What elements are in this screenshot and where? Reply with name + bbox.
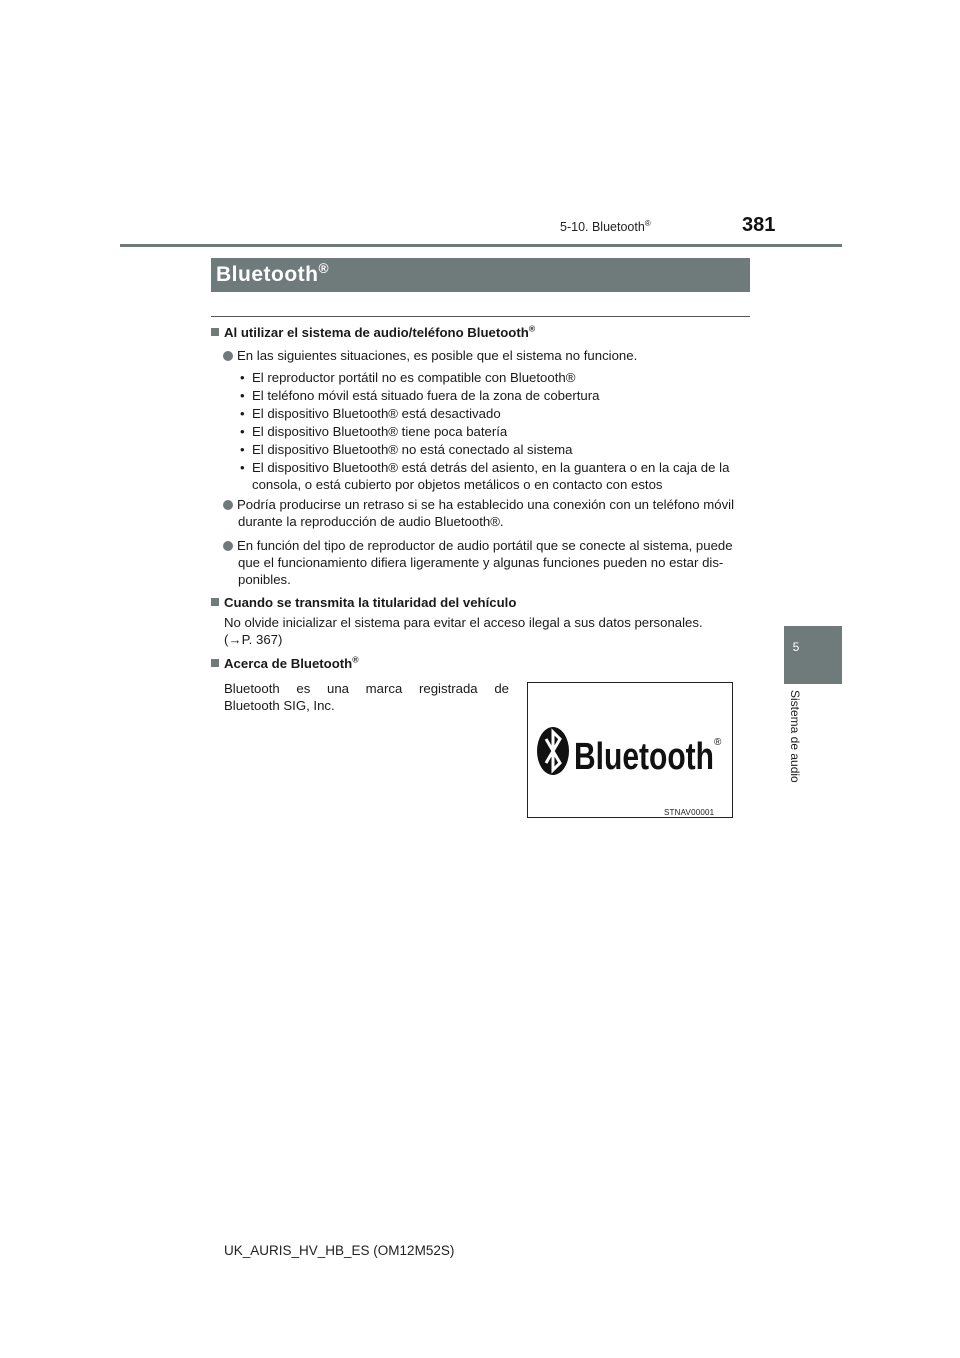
list-item: • El dispositivo Bluetooth® está desactivado	[240, 406, 501, 421]
list-item-text: El reproductor portátil no es compatible con Bluetooth®	[251, 370, 576, 385]
section-heading-3-text: Acerca de Bluetooth	[224, 656, 353, 671]
reg-mark: ®	[644, 218, 651, 228]
bullet-text: En las siguientes situaciones, es posible que el sistema no funcione.	[237, 348, 638, 363]
round-bullet-icon	[223, 500, 233, 510]
bluetooth-logo	[528, 683, 732, 817]
figure-caption: STNAV00001	[664, 808, 715, 817]
list-item-text: El dispositivo Bluetooth® tiene poca batería	[251, 424, 508, 439]
section-header	[560, 220, 651, 234]
page-number: 381	[742, 214, 776, 236]
list-item-text: El teléfono móvil está situado fuera de la zona de cobertura	[251, 388, 600, 403]
list-item: • El dispositivo Bluetooth® tiene poca batería	[240, 424, 508, 439]
list-item: • El dispositivo Bluetooth® está detrás del asiento, en la guantera o en la caja de la	[240, 460, 730, 475]
list-item-continuation: consola, o está cubierto por objetos metálicos o en contacto con estos	[252, 477, 663, 492]
list-item: • El teléfono móvil está situado fuera de la zona de cobertura	[240, 388, 600, 403]
list-item-text: El dispositivo Bluetooth® está desactivado	[251, 406, 501, 421]
bullet-item	[223, 537, 733, 554]
section-3-text: Bluetooth es una marca registrada de	[224, 681, 509, 696]
section-3-text: Bluetooth SIG, Inc.	[224, 698, 335, 713]
reg-mark: ®	[528, 323, 536, 334]
square-bullet-icon	[211, 659, 219, 667]
square-bullet-icon	[211, 598, 219, 606]
bullet-text: Podría producirse un retraso si se ha establecido una conexión con un teléfono móvil	[237, 497, 735, 512]
chapter-tab	[784, 626, 842, 684]
bullet-continuation: que el funcionamiento difiera ligeramente y algunas funciones pueden no estar dis-	[238, 555, 724, 570]
section-header-text: 5-10. Bluetooth	[560, 220, 645, 234]
bluetooth-wordmark: Bluetooth	[574, 736, 714, 778]
bullet-continuation: durante la reproducción de audio Bluetooth®.	[238, 514, 504, 529]
bullet-item	[223, 347, 637, 364]
section-divider	[211, 316, 750, 317]
page-title	[216, 260, 329, 290]
section-2-text: No olvide inicializar el sistema para evitar el acceso ilegal a sus datos personales.	[224, 615, 703, 630]
title-reg-mark: ®	[318, 261, 330, 276]
chapter-label: Sistema de audio	[788, 690, 802, 783]
list-item: • El dispositivo Bluetooth® no está conectado al sistema	[240, 442, 573, 457]
section-heading-1	[211, 324, 535, 341]
list-item-text: El dispositivo Bluetooth® no está conectado al sistema	[251, 442, 573, 457]
bullet-text: En función del tipo de reproductor de audio portátil que se conecte al sistema, puede	[237, 538, 733, 553]
logo-reg-mark: ®	[714, 737, 722, 748]
header-rule	[120, 244, 842, 247]
section-heading-3	[211, 655, 359, 672]
section-heading-1-text: Al utilizar el sistema de audio/teléfono Bluetooth	[224, 325, 529, 340]
bullet-continuation: ponibles.	[238, 572, 291, 587]
list-item-text: El dispositivo Bluetooth® está detrás del asiento, en la guantera o en la caja de la	[251, 460, 730, 475]
bluetooth-logo-figure	[527, 682, 733, 818]
round-bullet-icon	[223, 541, 233, 551]
list-item: • El reproductor portátil no es compatible con Bluetooth®	[240, 370, 576, 385]
page-title-text: Bluetooth	[216, 263, 319, 286]
section-heading-2	[211, 594, 516, 611]
bullet-item	[223, 496, 734, 513]
square-bullet-icon	[211, 328, 219, 336]
document-id: UK_AURIS_HV_HB_ES (OM12M52S)	[224, 1243, 455, 1258]
section-heading-2-text: Cuando se transmita la titularidad del vehículo	[224, 595, 517, 610]
round-bullet-icon	[223, 351, 233, 361]
page-reference: (→P. 367)	[224, 632, 283, 647]
reg-mark: ®	[352, 654, 359, 665]
chapter-number: 5	[792, 640, 800, 654]
